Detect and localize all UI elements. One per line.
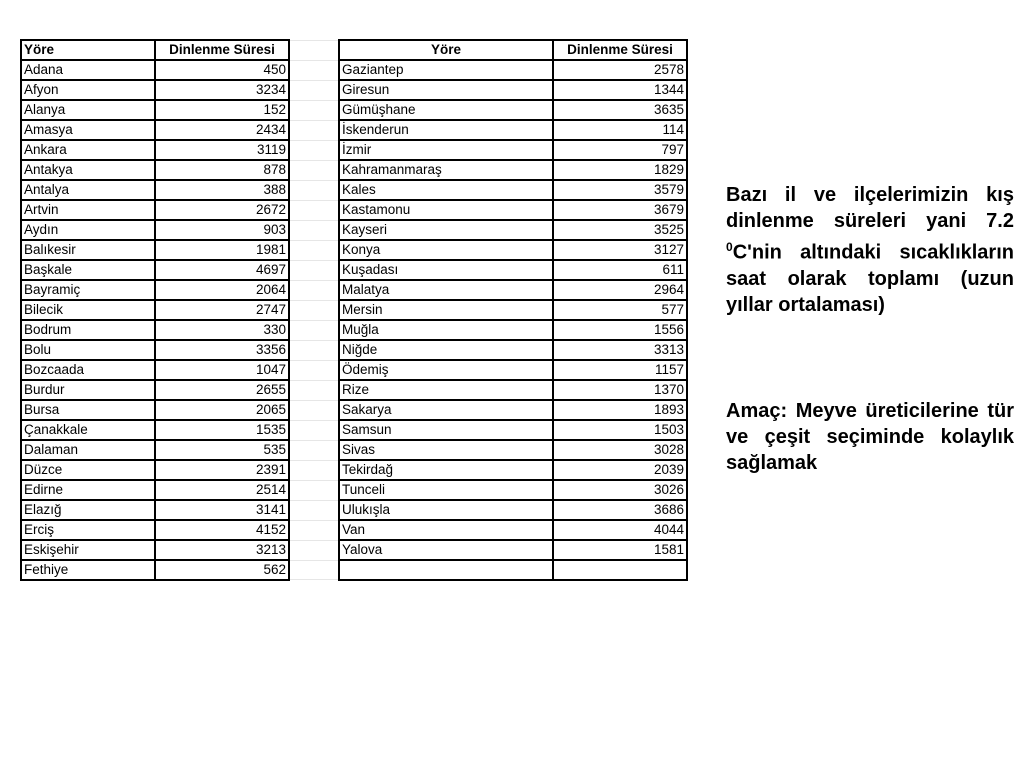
table-row (21, 340, 289, 360)
table-row (289, 500, 687, 520)
location-cell: Mersin (339, 300, 553, 320)
location-cell: Antakya (21, 160, 155, 180)
location-cell: Ankara (21, 140, 155, 160)
duration-cell: 4044 (553, 520, 687, 540)
table-row (21, 100, 289, 120)
right-duration-table (288, 39, 688, 581)
table-row (289, 320, 687, 340)
duration-cell: 330 (155, 320, 289, 340)
table-row (289, 360, 687, 380)
duration-cell: 3026 (553, 480, 687, 500)
duration-cell: 3127 (553, 240, 687, 260)
location-header: Yöre (21, 40, 155, 60)
duration-cell: 3686 (553, 500, 687, 520)
location-cell: Balıkesir (21, 240, 155, 260)
left-header-row (21, 40, 289, 60)
duration-cell: 3119 (155, 140, 289, 160)
table-row (289, 300, 687, 320)
duration-cell: 450 (155, 60, 289, 80)
table-row (289, 260, 687, 280)
location-cell: Kahramanmaraş (339, 160, 553, 180)
duration-cell: 1535 (155, 420, 289, 440)
duration-cell: 114 (553, 120, 687, 140)
table-row (289, 80, 687, 100)
table-row (289, 480, 687, 500)
location-cell: Artvin (21, 200, 155, 220)
right-header-row (289, 40, 687, 60)
description-text-start: Bazı il ve ilçelerimizin kış dinlenme süreleri yani 7.2 (726, 184, 1014, 232)
gap-cell (289, 420, 339, 440)
gap-cell (289, 220, 339, 240)
location-cell: Antalya (21, 180, 155, 200)
table-row (21, 420, 289, 440)
duration-cell: 2672 (155, 200, 289, 220)
table-row (21, 120, 289, 140)
table-row (289, 200, 687, 220)
table-row (289, 560, 687, 580)
duration-cell: 1556 (553, 320, 687, 340)
duration-cell: 3234 (155, 80, 289, 100)
gap-cell (289, 320, 339, 340)
description-text (726, 182, 1014, 318)
table-row (21, 140, 289, 160)
table-row (289, 120, 687, 140)
table-row (21, 380, 289, 400)
gap-cell (289, 540, 339, 560)
location-cell: Fethiye (21, 560, 155, 580)
location-cell: Konya (339, 240, 553, 260)
duration-cell: 3213 (155, 540, 289, 560)
location-cell: İzmir (339, 140, 553, 160)
duration-cell: 2514 (155, 480, 289, 500)
location-cell: Çanakkale (21, 420, 155, 440)
table-row (21, 300, 289, 320)
table-row (21, 280, 289, 300)
location-cell: Malatya (339, 280, 553, 300)
duration-cell: 2064 (155, 280, 289, 300)
location-cell: Van (339, 520, 553, 540)
gap-cell (289, 140, 339, 160)
location-cell: Niğde (339, 340, 553, 360)
duration-cell: 3313 (553, 340, 687, 360)
duration-cell: 2747 (155, 300, 289, 320)
duration-cell: 4152 (155, 520, 289, 540)
duration-cell: 3141 (155, 500, 289, 520)
location-cell: Alanya (21, 100, 155, 120)
duration-cell: 1981 (155, 240, 289, 260)
location-cell: Düzce (21, 460, 155, 480)
table-row (289, 180, 687, 200)
duration-cell: 562 (155, 560, 289, 580)
gap-cell (289, 100, 339, 120)
table-row (289, 440, 687, 460)
location-cell: Samsun (339, 420, 553, 440)
table-row (289, 540, 687, 560)
description-text-end: C'nin altındaki sıcaklıkların saat olarak toplamı (uzun yıllar ortalaması) (726, 241, 1014, 316)
duration-cell: 611 (553, 260, 687, 280)
duration-cell: 3635 (553, 100, 687, 120)
location-cell: Rize (339, 380, 553, 400)
table-row (21, 520, 289, 540)
table-row (289, 280, 687, 300)
gap-cell (289, 160, 339, 180)
location-cell: Kales (339, 180, 553, 200)
gap-cell (289, 520, 339, 540)
table-row (21, 260, 289, 280)
table-row (21, 400, 289, 420)
duration-cell: 2578 (553, 60, 687, 80)
table-row (21, 480, 289, 500)
location-cell: Bilecik (21, 300, 155, 320)
location-cell: Sakarya (339, 400, 553, 420)
duration-cell: 388 (155, 180, 289, 200)
duration-cell: 3579 (553, 180, 687, 200)
gap-cell (289, 360, 339, 380)
table-row (21, 80, 289, 100)
gap-cell (289, 180, 339, 200)
location-cell: Giresun (339, 80, 553, 100)
location-header: Yöre (339, 40, 553, 60)
gap-cell (289, 500, 339, 520)
gap-cell (289, 240, 339, 260)
duration-cell: 878 (155, 160, 289, 180)
location-cell: Kayseri (339, 220, 553, 240)
duration-cell: 1344 (553, 80, 687, 100)
location-cell (339, 560, 553, 580)
duration-cell: 3028 (553, 440, 687, 460)
table-row (21, 180, 289, 200)
gap-cell (289, 460, 339, 480)
location-cell: Gaziantep (339, 60, 553, 80)
location-cell: Bolu (21, 340, 155, 360)
gap-cell (289, 200, 339, 220)
location-cell: Muğla (339, 320, 553, 340)
table-row (289, 400, 687, 420)
duration-cell: 152 (155, 100, 289, 120)
duration-cell: 1893 (553, 400, 687, 420)
duration-cell: 1829 (553, 160, 687, 180)
table-row (289, 240, 687, 260)
table-row (289, 100, 687, 120)
duration-cell: 3525 (553, 220, 687, 240)
table-row (21, 320, 289, 340)
table-row (21, 200, 289, 220)
duration-cell: 4697 (155, 260, 289, 280)
location-cell: Eskişehir (21, 540, 155, 560)
duration-cell: 2065 (155, 400, 289, 420)
location-cell: Burdur (21, 380, 155, 400)
table-row (289, 420, 687, 440)
gap-cell (289, 380, 339, 400)
gap-cell (289, 120, 339, 140)
table-row (21, 500, 289, 520)
location-cell: Ödemiş (339, 360, 553, 380)
location-cell: Başkale (21, 260, 155, 280)
location-cell: Bursa (21, 400, 155, 420)
table-row (289, 380, 687, 400)
duration-cell: 2039 (553, 460, 687, 480)
table-row (289, 340, 687, 360)
duration-cell: 1503 (553, 420, 687, 440)
duration-cell: 2434 (155, 120, 289, 140)
duration-cell: 1157 (553, 360, 687, 380)
duration-cell: 1581 (553, 540, 687, 560)
table-row (289, 140, 687, 160)
table-row (21, 460, 289, 480)
gap-cell (289, 80, 339, 100)
duration-header: Dinlenme Süresi (155, 40, 289, 60)
location-cell: Bozcaada (21, 360, 155, 380)
gap-cell (289, 300, 339, 320)
duration-cell: 3356 (155, 340, 289, 360)
left-duration-table (20, 39, 290, 581)
duration-cell: 2964 (553, 280, 687, 300)
table-row (21, 360, 289, 380)
table-row (21, 160, 289, 180)
table-row (21, 560, 289, 580)
table-row (21, 60, 289, 80)
location-cell: Aydın (21, 220, 155, 240)
gap-cell (289, 560, 339, 580)
duration-cell: 1370 (553, 380, 687, 400)
table-row (21, 240, 289, 260)
duration-cell: 3679 (553, 200, 687, 220)
duration-header: Dinlenme Süresi (553, 40, 687, 60)
table-row (21, 440, 289, 460)
degree-superscript: 0 (726, 240, 733, 254)
location-cell: Yalova (339, 540, 553, 560)
location-cell: Bayramiç (21, 280, 155, 300)
location-cell: Tekirdağ (339, 460, 553, 480)
table-row (21, 220, 289, 240)
location-cell: Amasya (21, 120, 155, 140)
gap-cell (289, 260, 339, 280)
gap-cell (289, 480, 339, 500)
gap-cell (289, 280, 339, 300)
table-row (289, 460, 687, 480)
location-cell: Adana (21, 60, 155, 80)
location-cell: Edirne (21, 480, 155, 500)
location-cell: Dalaman (21, 440, 155, 460)
location-cell: Ulukışla (339, 500, 553, 520)
table-row (289, 520, 687, 540)
location-cell: Tunceli (339, 480, 553, 500)
goal-text: Amaç: Meyve üreticilerine tür ve çeşit seçiminde kolaylık sağlamak (726, 400, 1014, 474)
duration-cell: 797 (553, 140, 687, 160)
gap-cell (289, 340, 339, 360)
table-row (289, 160, 687, 180)
table-row (21, 540, 289, 560)
location-cell: İskenderun (339, 120, 553, 140)
duration-cell: 577 (553, 300, 687, 320)
location-cell: Kuşadası (339, 260, 553, 280)
duration-cell: 2655 (155, 380, 289, 400)
gap-cell (289, 40, 339, 60)
duration-cell: 903 (155, 220, 289, 240)
table-row (289, 60, 687, 80)
location-cell: Elazığ (21, 500, 155, 520)
duration-cell: 535 (155, 440, 289, 460)
location-cell: Bodrum (21, 320, 155, 340)
location-cell: Sivas (339, 440, 553, 460)
location-cell: Erciş (21, 520, 155, 540)
duration-cell: 1047 (155, 360, 289, 380)
duration-cell: 2391 (155, 460, 289, 480)
location-cell: Afyon (21, 80, 155, 100)
gap-cell (289, 440, 339, 460)
location-cell: Gümüşhane (339, 100, 553, 120)
table-row (289, 220, 687, 240)
duration-cell (553, 560, 687, 580)
gap-cell (289, 400, 339, 420)
gap-cell (289, 60, 339, 80)
location-cell: Kastamonu (339, 200, 553, 220)
